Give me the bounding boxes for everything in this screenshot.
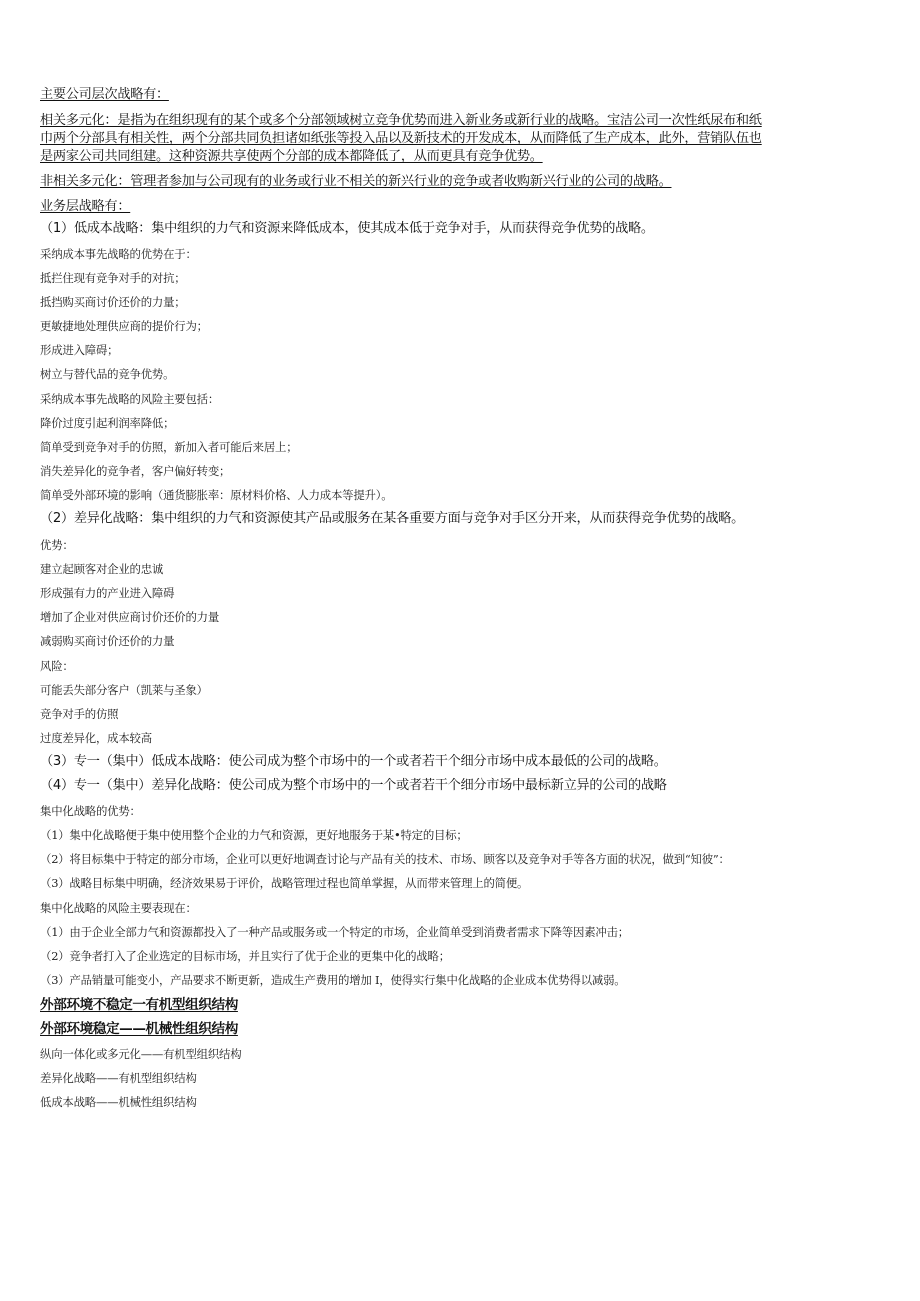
focused-differentiation-strategy-heading: （4）专一（集中）差异化战略：使公司成为整个市场中的一个或者若干个细分市场中最标新立异的公司的战略 [40,778,667,793]
list-item: 差异化战略——有机型组织结构 [40,1071,197,1085]
low-cost-risks-heading: 采纳成本事先战略的风险主要包括： [40,392,220,406]
differentiation-risks-heading: 风险： [40,659,74,673]
related-diversification-line-2: 巾两个分部具有相关性，两个分部共同负担诸如纸张等投入品以及新技术的开发成本，从而降低了生产成本，此外，营销队伍也 [40,131,762,146]
focus-advantages-heading: 集中化战略的优势： [40,804,141,818]
list-item: 建立起顾客对企业的忠诚 [40,562,164,576]
heading-business-strategies: 业务层战略有： [40,199,131,214]
list-item: 消失差异化的竞争者，客户偏好转变； [40,464,231,478]
list-item: 纵向一体化或多元化——有机型组织结构 [40,1047,242,1061]
list-item: （1）由于企业全部力气和资源都投入了一种产品或服务或一个特定的市场，企业简单受到消费者需求下降等因素冲击； [40,925,629,939]
related-diversification-line-3: 是两家公司共同组建。这种资源共享使两个分部的成本都降低了，从而更具有竞争优势。 [40,149,543,164]
list-item: （2）竞争者打入了企业选定的目标市场，并且实行了优于企业的更集中化的战略； [40,949,450,963]
low-cost-strategy-heading: （1）低成本战略：集中组织的力气和资源来降低成本，使其成本低于竞争对手，从而获得竞争优势的战略。 [40,221,654,236]
list-item: （1）集中化战略便于集中使用整个企业的力气和资源，更好地服务于某•特定的目标； [40,828,468,842]
list-item: 抵拦住现有竞争对手的对抗； [40,271,186,285]
stable-environment-structure: 外部环境稳定——机械性组织结构 [40,1021,238,1037]
list-item: 过度差异化，成本较高 [40,731,152,745]
list-item: 形成进入障碍； [40,343,119,357]
list-item: 更敏捷地处理供应商的提价行为； [40,319,208,333]
low-cost-advantages-heading: 采纳成本事先战略的优势在于： [40,247,197,261]
unstable-environment-structure: 外部环境不稳定一有机型组织结构 [40,997,238,1013]
list-item: 竞争对手的仿照 [40,707,119,721]
focus-risks-heading: 集中化战略的风险主要表现在： [40,901,197,915]
unrelated-diversification: 非相关多元化：管理者参加与公司现有的业务或行业不相关的新兴行业的竞争或者收购新兴行业的公司的战略。 [40,174,672,189]
list-item: （3）战略目标集中明确，经济效果易于评价，战略管理过程也简单掌握，从而带来管理上的简便。 [40,876,529,890]
list-item: 树立与替代品的竞争优势。 [40,367,175,381]
heading-corporate-strategies: 主要公司层次战略有： [40,87,169,102]
related-diversification-line-1: 相关多元化：是指为在组织现有的某个或多个分部领域树立竞争优势而进入新业务或新行业的战略。宝洁公司一次性纸尿布和纸 [40,113,762,128]
list-item: （2）将目标集中于特定的部分市场，企业可以更好地调查讨论与产品有关的技术、市场、顾客以及竞争对手等各方面的状况，做到“知彼”： [40,852,730,866]
list-item: 形成强有力的产业进入障碍 [40,586,175,600]
list-item: 减弱购买商讨价还价的力量 [40,634,175,648]
list-item: 简单受到竞争对手的仿照，新加入者可能后来居上； [40,440,298,454]
list-item: 简单受外部环境的影响（通货膨胀率：原材料价格、人力成本等提升）。 [40,488,393,502]
differentiation-advantages-heading: 优势： [40,538,74,552]
list-item: 低成本战略——机械性组织结构 [40,1095,197,1109]
focused-low-cost-strategy-heading: （3）专一（集中）低成本战略：使公司成为整个市场中的一个或者若干个细分市场中成本最低的公司的战略。 [40,754,667,769]
list-item: 可能丢失部分客户（凯莱与圣象） [40,683,208,697]
list-item: 增加了企业对供应商讨价还价的力量 [40,610,220,624]
list-item: 降价过度引起利润率降低； [40,416,175,430]
differentiation-strategy-heading: （2）差异化战略：集中组织的力气和资源使其产品或服务在某各重要方面与竞争对手区分开来，从而获得竞争优势的战略。 [40,511,745,526]
list-item: （3）产品销量可能变小，产品要求不断更新，造成生产费用的增加 I，使得实行集中化战略的企业成本优势得以减弱。 [40,973,626,987]
list-item: 抵挡购买商讨价还价的力量； [40,295,186,309]
